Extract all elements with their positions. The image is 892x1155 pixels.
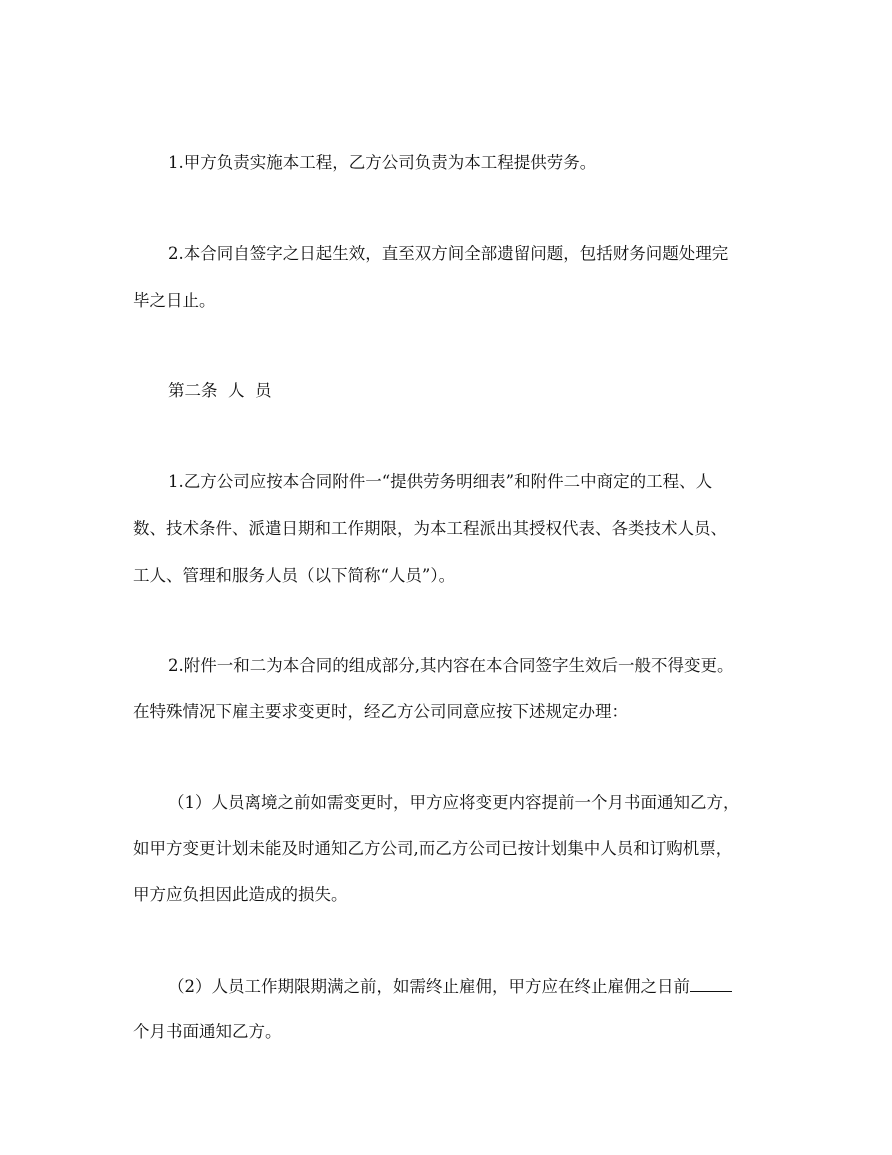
clause-2-2-2	[168, 975, 892, 998]
clause-text: 在特殊情况下雇主要求变更时，经乙方公司同意应按下述规定办理：	[133, 702, 628, 721]
fill-in-blank	[690, 975, 732, 992]
section-heading: 第二条 人 员	[168, 381, 272, 400]
clause-2-2-1	[168, 792, 892, 814]
clause-text: 2.本合同自签字之日起生效，直至双方间全部遗留问题，包括财务问题处理完	[168, 244, 729, 263]
clause-text: 如甲方变更计划未能及时通知乙方公司,而乙方公司已按计划集中人员和订购机票，	[133, 839, 733, 858]
clause-2-1-cont	[133, 565, 892, 587]
clause-1-1	[168, 152, 892, 174]
clause-text: 1.乙方公司应按本合同附件一“提供劳务明细表”和附件二中商定的工程、人	[168, 472, 713, 491]
clause-text: （1）人员离境之前如需变更时，甲方应将变更内容提前一个月书面通知乙方，	[168, 793, 740, 812]
clause-text: （2）人员工作期限期满之前，如需终止雇佣，甲方应在终止雇佣之日前	[168, 977, 690, 996]
clause-text: 毕之日止。	[133, 291, 216, 310]
clause-text: 个月书面通知乙方。	[133, 1022, 282, 1041]
clause-2-1	[168, 471, 892, 493]
clause-2-2-1-cont	[133, 884, 892, 906]
clause-2-2-1-cont	[133, 838, 892, 860]
clause-1-2	[168, 243, 892, 265]
clause-2-2	[168, 655, 892, 677]
clause-text: 2.附件一和二为本合同的组成部分,其内容在本合同签字生效后一般不得变更。	[168, 656, 734, 675]
clause-text: 工人、管理和服务人员（以下简称“人员”）。	[133, 566, 456, 585]
clause-2-1-cont	[133, 518, 892, 540]
clause-1-2-cont	[133, 290, 892, 312]
section-heading-article-2	[168, 380, 892, 402]
clause-text: 甲方应负担因此造成的损失。	[133, 885, 348, 904]
clause-text: 1.甲方负责实施本工程，乙方公司负责为本工程提供劳务。	[168, 153, 597, 172]
clause-2-2-cont	[133, 701, 892, 723]
clause-text: 数、技术条件、派遣日期和工作期限，为本工程派出其授权代表、各类技术人员、	[133, 519, 727, 538]
clause-2-2-2-cont	[133, 1021, 892, 1043]
